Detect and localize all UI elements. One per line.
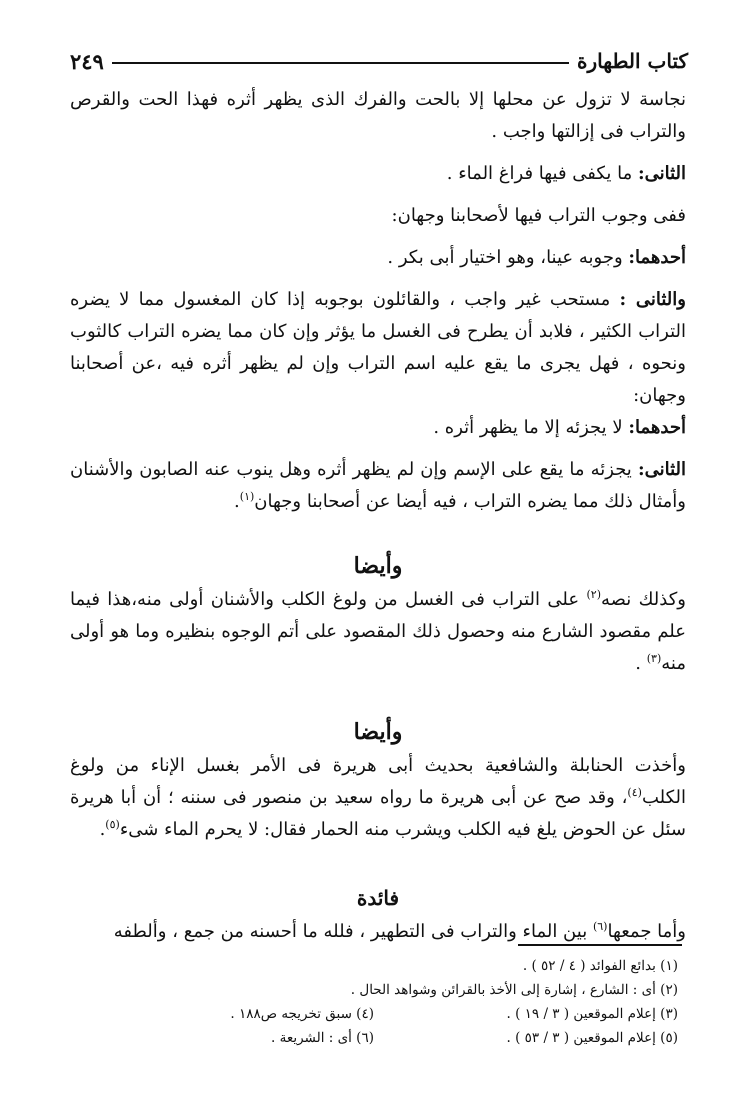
footnote: (٦) أى : الشريعة . (271, 1030, 374, 1046)
paragraph: الثانى: ما يكفى فيها فراغ الماء . (446, 163, 686, 184)
footnote-separator (518, 944, 682, 946)
section-heading: وأيضا (353, 553, 403, 579)
paragraph: والثانى : مستحب غير واجب ، والقائلون بوجوبه إذا كان المغسول مما لا يضره التراب الكثير ، فلابد أن يطرح فى الغسل ما يؤثر وإن كان مما يضره التراب كالثوب ونحوه ، فهل يجرى ما يقع عليه اسم التراب وإن لم يظهر أثره فيه ،عن أصحابنا وجهان: (70, 289, 686, 406)
footnote-ref: (٣) (646, 652, 662, 665)
page-body (70, 84, 686, 948)
section-heading: وأيضا (353, 719, 403, 745)
section-heading: فائدة (356, 886, 400, 910)
paragraph: أحدهما: لا يجزئه إلا ما يظهر أثره . (433, 417, 686, 438)
footnote: (٤) سبق تخريجه ص١٨٨ . (230, 1006, 374, 1022)
paragraph: وكذلك نصه$^{(٢)}$ على التراب فى الغسل من ولوغ الكلب والأشنان أولى منه،هذا فيما علم مقصود الشارع منه وحصول ذلك المقصود على أتم الوجوه بنظيره وما هو أولى منه$^{(٣)}$ . (70, 588, 686, 674)
paragraph: ففى وجوب التراب فيها لأصحابنا وجهان: (391, 205, 686, 226)
paragraph: أحدهما: وجوبه عينا، وهو اختيار أبى بكر . (387, 247, 686, 268)
header-rule (112, 62, 569, 64)
paragraph: الثانى: يجزئه ما يقع على الإسم وإن لم يظهر أثره وهل ينوب عنه الصابون والأشنان وأمثال ذلك مما يضره التراب ، فيه أيضا عن أصحابنا وجهان$^{(١)}$. (70, 459, 686, 512)
footnote: (٢) أى : الشارع ، إشارة إلى الأخذ بالقرائن وشواهد الحال . (350, 982, 678, 998)
chapter-title: كتاب الطهارة (577, 49, 688, 73)
footnote-ref: (٤) (627, 786, 642, 799)
footnotes (70, 954, 678, 1050)
paragraph: نجاسة لا تزول عن محلها إلا بالحت والفرك الذى يظهر أثره فهذا الحت والقرص والتراب فى إزالتها واجب . (70, 89, 686, 142)
page-number: ٢٤٩ (70, 48, 104, 74)
paragraph: وأخذت الحنابلة والشافعية بحديث أبى هريرة فى الأمر بغسل الإناء من ولوغ الكلب$^{(٤)}$، وقد صح عن أبى هريرة ما رواه سعيد بن منصور فى سننه ؛ أن أبا هريرة سئل عن الحوض يلغ فيه الكلب ويشرب منه الحمار فقال: لا يحرم الماء شىء$^{(٥)}$. (70, 755, 686, 840)
footnote-ref: (٦) (592, 920, 608, 933)
running-header (70, 44, 688, 78)
footnote: (٣) إعلام الموقعين ( ٣ / ١٩ ) . (506, 1006, 678, 1022)
footnote: (١) بدائع الفوائد ( ٤ / ٥٢ ) . (522, 958, 678, 974)
footnote-ref: (٥) (105, 818, 120, 831)
footnote-ref: (١) (239, 490, 255, 503)
paragraph: وأما جمعها$^{(٦)}$ بين الماء والتراب فى التطهير ، فلله ما أحسنه من جمع ، وألطفه (113, 920, 686, 942)
footnote: (٥) إعلام الموقعين ( ٣ / ٥٣ ) . (506, 1030, 678, 1046)
footnote-ref: (٢) (586, 588, 601, 601)
